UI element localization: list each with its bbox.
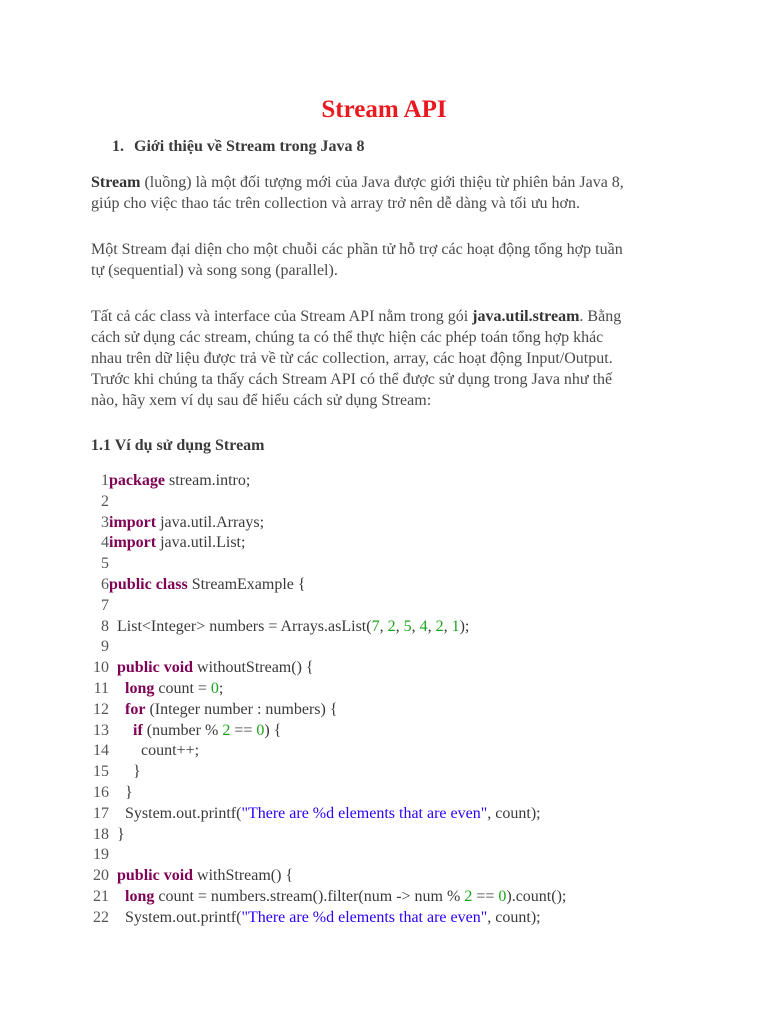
- code-text: ,: [443, 617, 452, 635]
- paragraph-stream-intro: [91, 172, 691, 214]
- code-line: [82, 721, 722, 742]
- code-line: [82, 492, 722, 513]
- code-text: count++;: [109, 742, 200, 760]
- line-number: 2: [101, 492, 109, 510]
- paragraph-text: Tất cả các class và interface của Stream API nằm trong gói: [91, 308, 473, 325]
- code-text: withStream() {: [193, 867, 294, 885]
- code-text: ,: [411, 617, 420, 635]
- code-keyword: package: [109, 472, 165, 489]
- code-number: 0: [210, 679, 219, 697]
- code-line: [82, 700, 722, 721]
- code-keyword: long: [125, 679, 155, 697]
- code-keyword: for: [125, 700, 146, 718]
- code-line: [82, 575, 722, 596]
- code-string: "There are %d elements that are even": [241, 804, 488, 822]
- code-text: ,: [379, 617, 388, 635]
- package-name: java.util.stream: [472, 308, 580, 325]
- code-text: stream.intro;: [165, 472, 251, 489]
- line-number: 18: [93, 825, 109, 843]
- line-number: 8: [101, 617, 109, 635]
- line-number: 21: [93, 887, 109, 905]
- line-number: 19: [93, 846, 109, 864]
- code-line: [82, 679, 722, 700]
- paragraph-stream-package: [91, 306, 691, 411]
- code-line: [82, 908, 722, 929]
- code-text: }: [109, 783, 133, 801]
- code-line: [82, 533, 722, 554]
- line-number: 13: [93, 721, 109, 739]
- line-number: 9: [101, 638, 109, 656]
- code-text: (Integer number : numbers) {: [145, 700, 338, 718]
- line-number: 16: [93, 783, 109, 801]
- code-text: ==: [472, 887, 499, 905]
- line-number: 22: [93, 908, 109, 926]
- line-number: 10: [93, 659, 109, 677]
- code-number: 5: [403, 617, 412, 635]
- code-line: [82, 554, 722, 575]
- line-number: 11: [93, 679, 109, 697]
- paragraph-text: giúp cho việc thao tác trên collection và array trở nên dễ dàng và tối ưu hơn.: [91, 195, 580, 212]
- paragraph-text: tự (sequential) và song song (parallel).: [91, 262, 338, 279]
- line-number: 5: [101, 555, 109, 573]
- code-line: [82, 658, 722, 679]
- code-text: System.out.printf(: [109, 908, 242, 926]
- code-text: ==: [230, 721, 257, 739]
- line-number: 1: [101, 472, 109, 489]
- code-number: 2: [464, 887, 473, 905]
- paragraph-text: nào, hãy xem ví dụ sau để hiểu cách sử dụng Stream:: [91, 392, 432, 409]
- code-keyword: public void: [117, 659, 194, 677]
- code-line: [82, 887, 722, 908]
- code-line: [82, 617, 722, 638]
- line-number: 4: [101, 534, 109, 552]
- code-number: 2: [222, 721, 231, 739]
- code-line: [82, 513, 722, 534]
- code-line: [82, 762, 722, 783]
- stream-term: Stream: [91, 174, 141, 191]
- code-number: 4: [419, 617, 428, 635]
- section-number: 1.: [112, 138, 124, 155]
- line-number: 14: [93, 742, 109, 760]
- line-number: 6: [101, 575, 109, 593]
- code-number: 1: [451, 617, 460, 635]
- code-text: ) {: [264, 721, 282, 739]
- code-line: [82, 471, 722, 492]
- code-text: StreamExample {: [187, 575, 306, 593]
- code-indent: [109, 867, 117, 884]
- code-text: withoutStream() {: [193, 659, 314, 677]
- paragraph-text: (luồng) là một đối tượng mới của Java được giới thiệu từ phiên bản Java 8,: [140, 174, 624, 191]
- code-text: }: [109, 763, 141, 781]
- code-line: [82, 866, 722, 887]
- line-number: 12: [93, 700, 109, 718]
- code-keyword: import: [109, 534, 157, 552]
- code-number: 0: [498, 887, 507, 905]
- line-number: 20: [93, 867, 109, 885]
- code-text: , count);: [487, 804, 541, 822]
- code-number: 2: [387, 617, 396, 635]
- code-number: 2: [435, 617, 444, 635]
- code-keyword: if: [133, 721, 143, 739]
- code-line: [82, 783, 722, 804]
- code-indent: [109, 722, 133, 739]
- line-number: 7: [101, 596, 109, 614]
- paragraph-text: nhau trên dữ liệu được trả về từ các collection, array, các hoạt động Input/Output.: [91, 350, 613, 367]
- code-text: ).count();: [506, 887, 567, 905]
- code-keyword: public class: [109, 575, 188, 593]
- line-number: 17: [93, 804, 109, 822]
- code-text: java.util.List;: [156, 534, 246, 552]
- code-line: [82, 845, 722, 866]
- section-heading: [112, 136, 364, 158]
- code-line: [82, 804, 722, 825]
- code-text: ;: [218, 679, 224, 697]
- paragraph-text: Trước khi chúng ta thấy cách Stream API có thể được sử dụng trong Java như thế: [91, 371, 613, 388]
- code-text: );: [459, 617, 470, 635]
- code-text: (number %: [142, 721, 223, 739]
- code-text: , count);: [487, 908, 541, 926]
- subsection-heading: 1.1 Ví dụ sử dụng Stream: [91, 437, 265, 454]
- paragraph-text: cách sử dụng các stream, chúng ta có thể thực hiện các phép toán tổng hợp khác: [91, 329, 604, 346]
- code-number: 7: [371, 617, 380, 635]
- code-string: "There are %d elements that are even": [241, 908, 488, 926]
- code-keyword: import: [109, 513, 157, 531]
- code-text: count =: [154, 679, 211, 697]
- code-text: }: [109, 825, 125, 843]
- code-line: [82, 825, 722, 846]
- code-text: ,: [395, 617, 404, 635]
- code-text: ,: [427, 617, 436, 635]
- paragraph-text: Một Stream đại diện cho một chuỗi các phần tử hỗ trợ các hoạt động tổng hợp tuần: [91, 241, 623, 258]
- code-line: [82, 596, 722, 617]
- line-number: 15: [93, 763, 109, 781]
- code-indent: [109, 701, 125, 718]
- code-number: 0: [256, 721, 265, 739]
- code-text: List<Integer> numbers = Arrays.asList(: [109, 617, 372, 635]
- paragraph-stream-definition: [91, 239, 691, 281]
- paragraph-text: . Bằng: [579, 308, 622, 325]
- code-line: [82, 741, 722, 762]
- code-indent: [109, 888, 125, 905]
- code-keyword: public void: [117, 867, 194, 885]
- code-text: System.out.printf(: [109, 804, 242, 822]
- code-line: [82, 637, 722, 658]
- line-number: 3: [101, 513, 109, 531]
- code-text: java.util.Arrays;: [156, 513, 265, 531]
- code-text: count = numbers.stream().filter(num -> num %: [154, 887, 465, 905]
- section-heading-text: Giới thiệu về Stream trong Java 8: [134, 138, 365, 155]
- code-keyword: long: [125, 887, 155, 905]
- code-indent: [109, 659, 117, 676]
- document-title: Stream API: [321, 96, 447, 123]
- code-indent: [109, 680, 125, 697]
- code-block: [82, 471, 722, 929]
